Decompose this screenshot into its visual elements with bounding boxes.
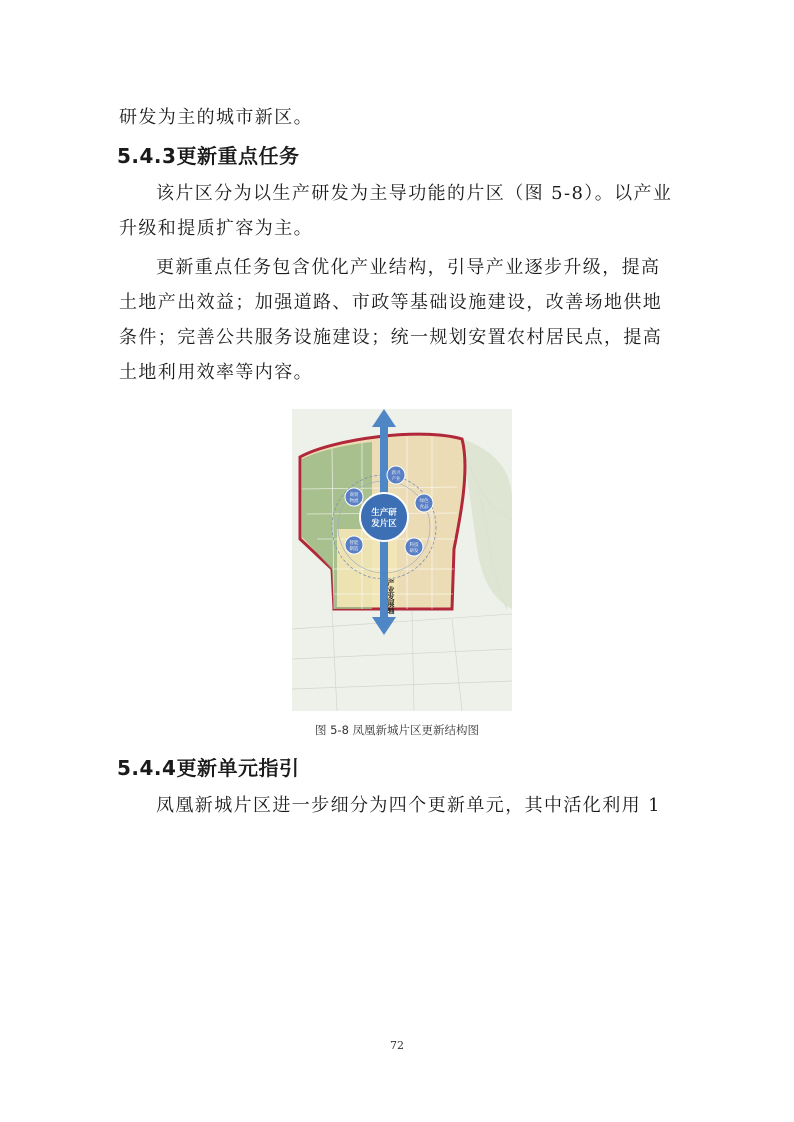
node-upper-right [415, 494, 433, 512]
svg-text:智能: 智能 [349, 541, 359, 546]
figure-caption: 图 5-8 凤凰新城片区更新结构图 [314, 723, 480, 737]
svg-text:制造: 制造 [349, 547, 359, 552]
paragraph-intro-tail: 研发为主的城市新区。 [119, 107, 313, 128]
section-heading-5-4-3: 5.4.3更新重点任务 [117, 144, 300, 168]
svg-text:绿色: 绿色 [419, 499, 429, 504]
svg-text:商贸: 商贸 [349, 493, 359, 498]
node-upper-left [345, 488, 363, 506]
center-hub [360, 493, 408, 541]
center-label-line2: 发片区 [371, 519, 397, 529]
svg-text:新兴: 新兴 [391, 471, 401, 476]
renewal-structure-map [292, 409, 512, 711]
node-lower-left [345, 536, 363, 554]
svg-text:食品: 食品 [419, 505, 429, 510]
node-top [387, 466, 405, 484]
paragraph-unit-1: 凤凰新城片区进一步细分为四个更新单元，其中活化利用 1 [156, 795, 661, 816]
axis-label: 产业发展轴 [387, 579, 395, 614]
svg-text:产业: 产业 [391, 477, 401, 482]
svg-text:物流: 物流 [349, 499, 359, 504]
section-heading-5-4-4: 5.4.4更新单元指引 [117, 756, 300, 780]
node-lower-right [405, 538, 423, 556]
svg-text:研发: 研发 [409, 549, 419, 554]
paragraph-task-2: 更新重点任务包含优化产业结构，引导产业逐步升级，提高土地产出效益；加强道路、市政等基础设施建设，改善场地供地条件；完善公共服务设施建设；统一规划安置农村居民点，提高土地利用效率等内容。 [119, 257, 663, 383]
svg-text:科技: 科技 [409, 543, 419, 548]
paragraph-task-1: 该片区分为以生产研发为主导功能的片区（图 5-8）。以产业升级和提质扩容为主。 [119, 183, 673, 239]
center-label-line1: 生产研 [371, 508, 397, 518]
page-number: 72 [390, 1039, 404, 1052]
